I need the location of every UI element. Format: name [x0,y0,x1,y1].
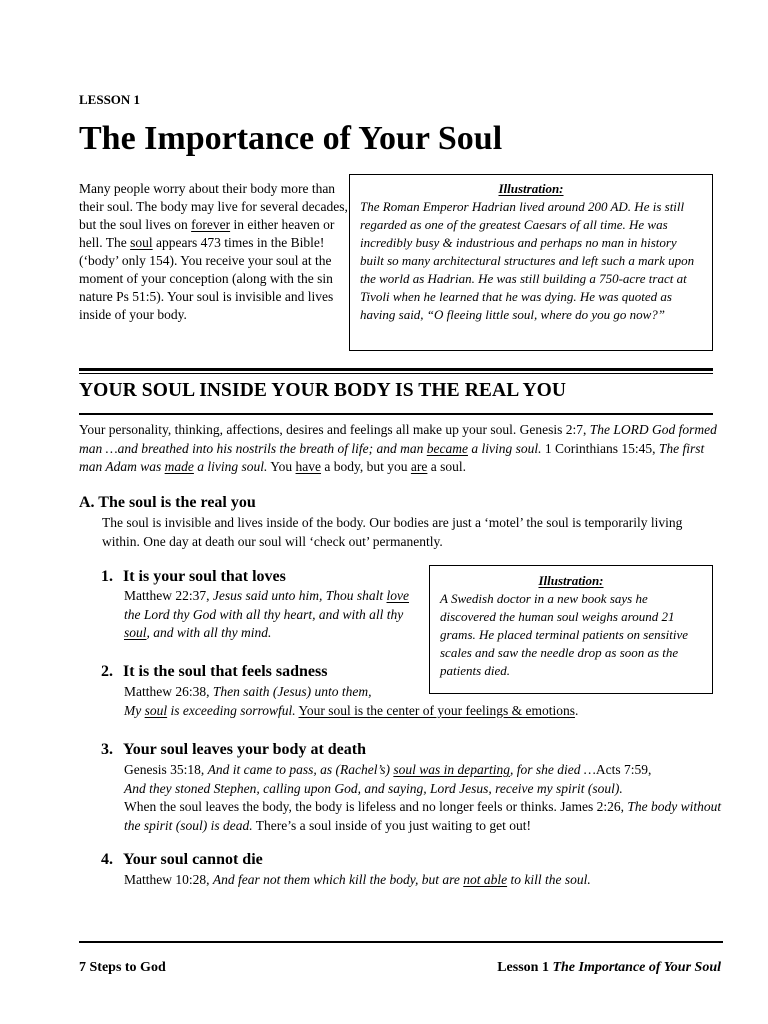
scripture-underline: soul [124,625,147,640]
footer-lesson-name: The Importance of Your Soul [552,960,721,975]
para-underline-are: are [410,459,428,474]
point-title: It is the soul that feels sadness [123,663,328,680]
para-text: 1 Corinthians 15:45, [541,440,659,456]
section-rule-bottom [79,413,713,415]
illustration-text: The Roman Emperor Hadrian lived around 200 AD. He is still regarded as one of the greatest Caesars of all time. He was incredibly busy & industrious and perhaps no man in history built so many architectural structures and left such a mark upon the world as Hadrian. He was still building a 750-acre tract at Tivoli when he learned that he was dying. He was quoted as having said, “O fleeing little soul, where do you go now?” [360,199,695,322]
illustration-title: Illustration: [538,573,604,588]
point-1-body [124,587,414,643]
para-underline-have: have [295,459,322,474]
point-number: 2. [101,663,113,680]
para-quote-underline: became [426,440,468,456]
intro-text: appears 473 times in the Bible! (‘body’ only 154). You receive your soul at the moment of your conception (along with the sin nature Ps 51:5). Your soul is invisible and lives inside of your body. [79,235,334,322]
scripture-ref: Matthew 10:28, [124,872,213,887]
scripture-quote: Then saith (Jesus) unto them, [212,684,372,699]
para-text: You [267,459,296,474]
footer-lesson-title [497,960,721,976]
point-number: 4. [101,851,113,868]
para-quote: The first man Adam was [79,440,705,474]
illustration-title: Illustration: [498,181,564,196]
intro-text: Many people worry about their body more than their soul. The body may live for several decades, but the soul lives on [79,181,348,232]
illustration-text: A Swedish doctor in a new book says he discovered the human soul weighs around 21 grams. He placed terminal patients on sensitive scales and saw the needle drop as soon as the patients died. [440,591,689,678]
page-title: The Importance of Your Soul [79,120,503,157]
para-quote: a living soul. [467,440,542,456]
section-paragraph [79,421,724,477]
section-heading: YOUR SOUL INSIDE YOUR BODY IS THE REAL YOU [79,380,567,401]
scripture-underline: soul [144,702,168,718]
scripture-quote: , and with all thy mind. [146,625,272,640]
intro-underline-forever: forever [191,217,231,232]
point-title: Your soul cannot die [123,851,263,868]
scripture-ref: Acts 7:59, [595,762,652,777]
point-title: It is your soul that loves [123,568,286,585]
scripture-quote: is exceeding sorrowful. [167,702,296,718]
section-rule-top [79,368,713,371]
intro-text: in either heaven or hell. The [79,217,335,250]
scripture-quote: And they stoned Stephen, calling upon God, and saying, Lord Jesus, receive my spirit (soul). [124,780,623,796]
scripture-underline: soul was in departing [393,762,510,777]
intro-paragraph [79,180,349,324]
scripture-ref: Matthew 26:38, [124,684,213,699]
scripture-quote: Jesus said unto him, Thou shalt [212,588,387,603]
point-text: When the soul leaves the body, the body is lifeless and no longer feels or thinks. James 2:26, [124,799,628,814]
para-quote: a living soul. [193,459,268,474]
lesson-label: LESSON 1 [79,92,141,107]
scripture-underline: love [386,588,410,603]
point-4-body [124,871,724,890]
subsection-a-text: The soul is invisible and lives inside of the body. Our bodies are just a ‘motel’ the soul is temporarily living within. One day at death our soul will ‘check out’ permanently. [102,515,683,549]
illustration-box-swedish-doctor [429,565,713,694]
point-4-heading [101,851,263,869]
para-quote: The LORD God formed man …and breathed into his nostrils the breath of life; and man [79,422,717,456]
point-1-heading [101,568,286,586]
scripture-ref: Matthew 22:37, [124,588,213,603]
intro-underline-soul: soul [130,235,153,250]
point-text: . [574,702,579,718]
scripture-quote: And fear not them which kill the body, but are [212,872,464,887]
scripture-underline: not able [463,872,508,887]
scripture-ref: Genesis 35:18, [124,762,208,777]
point-underline: Your soul is the center of your feelings & emotions [298,702,575,718]
point-number: 3. [101,741,113,758]
para-quote-underline: made [164,459,194,474]
scripture-quote: to kill the soul. [507,872,591,887]
scripture-quote: , for she died … [510,762,596,777]
point-text: There’s a soul inside of you just waiting to get out! [252,817,531,833]
subsection-a-heading: A. The soul is the real you [79,494,256,511]
scripture-quote: And it came to pass, as (Rachel’s) [207,762,394,777]
para-text: a soul. [427,459,467,474]
footer-book-title: 7 Steps to God [79,960,166,975]
point-title: Your soul leaves your body at death [123,741,366,758]
illustration-box-hadrian [349,174,713,351]
para-text: a body, but you [321,459,411,474]
para-text: Your personality, thinking, affections, desires and feelings all make up your soul. Genesis 2:7, [79,422,590,437]
scripture-quote: the Lord thy God with all thy heart, and with all thy [124,606,404,622]
point-number: 1. [101,568,113,585]
point-2-body [124,683,724,720]
footer-rule [79,941,723,943]
scripture-quote: The body without the spirit (soul) is dead. [124,799,722,833]
point-3-body [124,761,724,835]
section-rule-top-thin [79,373,713,374]
point-3-heading [101,741,366,759]
scripture-quote: My [124,702,145,718]
point-2-heading [101,663,327,681]
footer-lesson-number: Lesson 1 [497,960,553,975]
